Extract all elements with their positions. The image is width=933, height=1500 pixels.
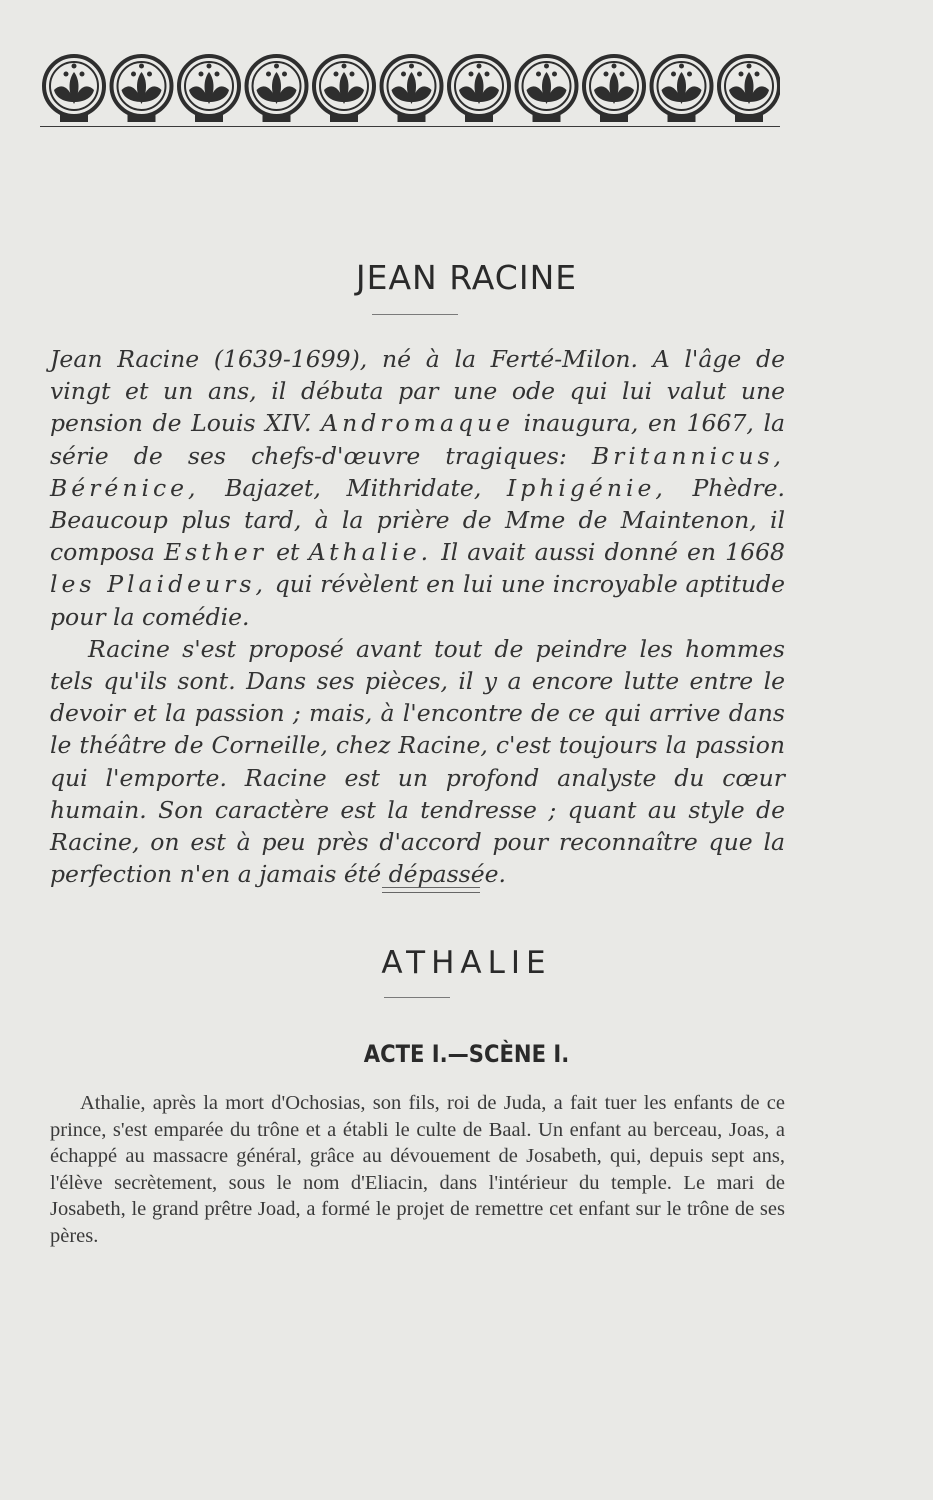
header-rule <box>40 126 780 127</box>
bio-text: Jean Racine (1639-1699), né à la Ferté-Milon. A l'âge de vingt et un ans, il débuta par une ode qui lui valut une pension de Louis XIV. <box>50 345 785 438</box>
trefoil-medallion-icon <box>112 56 172 122</box>
bio-text: Il avait aussi donné en 1668 <box>441 538 785 567</box>
bio-text: et <box>276 538 300 567</box>
trefoil-medallion-icon <box>449 56 509 122</box>
bio-text: Phèdre. Beaucoup plus tard, à la prière de Mme de Maintenon, il composa <box>50 473 785 567</box>
trefoil-medallion-icon <box>179 56 239 122</box>
author-biography <box>50 343 785 890</box>
work-title: les Plaideurs, <box>50 570 267 599</box>
scene-summary: Athalie, après la mort d'Ochosias, son fils, roi de Juda, a fait tuer les enfants de ce prince, s'est emparée du trône et a établi le culte de Baal. Un enfant au berceau, Joas, a échappé au massacre général, grâce au dévouement de Josabeth, qui, depuis sept ans, l'élève secrètement, sous le nom d'Eliacin, dans l'intérieur du temple. Le mari de Josabeth, le grand prêtre Joad, a formé le projet de remettre cet enfant sur le trône de ses pères. <box>50 1092 785 1247</box>
bio-paragraph-1 <box>50 343 785 633</box>
act-scene-heading: ACTE I.—SCÈNE I. <box>363 1040 570 1068</box>
trefoil-medallion-icon <box>517 56 577 122</box>
trefoil-medallion-icon <box>314 56 374 122</box>
bio-text: qui révèlent en lui une incroyable aptitude pour la comédie. <box>50 570 786 631</box>
bio-paragraph-2: Racine s'est proposé avant tout de peindre les hommes tels qu'ils sont. Dans ses pièces, il y a encore lutte entre le devoir et la passion ; mais, à l'encontre de ce qui arrive dans le théâtre de Corneille, chez Racine, c'est toujours la passion qui l'emporte. Racine est un profond analyste du cœur humain. Son caractère est la tendresse ; quant au style de Racine, on est à peu près d'accord pour reconnaître que la perfection n'en a jamais été dépassée. <box>50 634 785 889</box>
trefoil-medallion-icon <box>247 56 307 122</box>
work-title: Britannicus, <box>591 441 785 470</box>
trefoil-medallion-icon <box>382 56 442 122</box>
work-title: Athalie. <box>308 538 433 567</box>
work-title: Esther <box>164 538 267 567</box>
author-title-rule <box>372 314 458 315</box>
bio-text: Bajazet, Mithridate, <box>225 473 482 502</box>
play-title-rule <box>384 997 450 998</box>
trefoil-medallion-icon <box>44 56 104 122</box>
bio-text: inaugura, en 1667, la série de ses chefs-d'œuvre tragiques: <box>50 409 785 470</box>
author-title: JEAN RACINE <box>355 258 578 297</box>
trefoil-medallion-icon <box>719 56 779 122</box>
section-divider <box>382 887 480 893</box>
trefoil-medallion-icon <box>652 56 712 122</box>
work-title: Bérénice, <box>50 473 200 502</box>
trefoil-medallion-icon <box>584 56 644 122</box>
work-title: Iphigénie, <box>506 473 667 502</box>
header-ornament-band <box>40 48 780 130</box>
work-title: Andromaque <box>321 409 515 438</box>
play-title: ATHALIE <box>381 945 552 981</box>
